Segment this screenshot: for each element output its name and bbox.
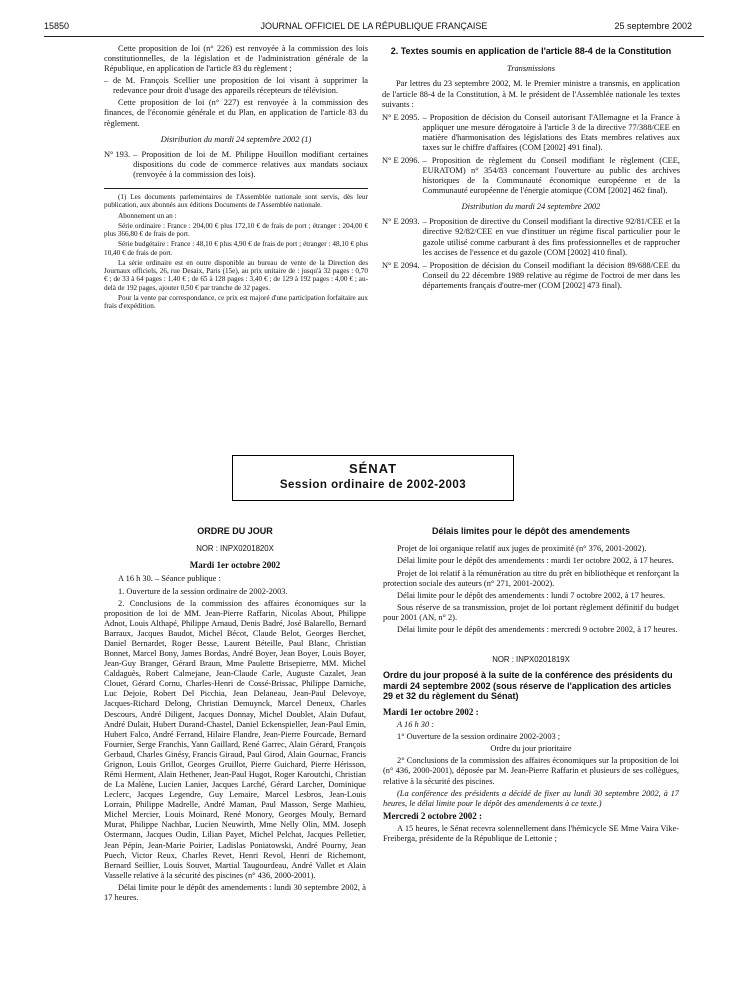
note: (La conférence des présidents a décidé de fixer au lundi 30 septembre 2002, à 17 heures, le délai limite pour le dépôt des amendements à ce texte.) — [383, 788, 679, 808]
issue-date: 25 septembre 2002 — [614, 21, 692, 31]
agenda-point: 1° Ouverture de la session ordinaire 2002-2003 ; — [397, 732, 561, 742]
agenda-point: 2° Conclusions de la commission des affaires économiques sur la proposition de loi (n° 436, 2000-2001), déposée par M. Jean-Pierre Raffarin et plusieurs de ses collègues, relative à la sécurité des piscines. — [383, 756, 679, 786]
dash-marker: – — [104, 76, 109, 86]
amendment-deadline: Délai limite pour le dépôt des amendements : lundi 7 octobre 2002, à 17 heures. — [397, 590, 665, 600]
transmissions-heading: Transmissions — [507, 64, 555, 74]
footnote-text: Série ordinaire : France : 204,00 € plus 172,10 € de frais de port ; étranger : 204,00 € plus 366,80 € de frais de port. — [104, 221, 368, 239]
journal-title: JOURNAL OFFICIEL DE LA RÉPUBLIQUE FRANÇAISE — [260, 21, 488, 31]
dash-item — [104, 76, 368, 96]
footnote-text: Pour la vente par correspondance, ce prix est majoré d'une participation forfaitaire aux frais d'expédition. — [104, 294, 368, 311]
paragraph: Cette proposition de loi (n° 227) est renvoyée à la commission des finances, de l'économie générale et du Plan, en application de l'article 83 du règlement. — [104, 98, 368, 128]
item-number: N° E 2095. — [382, 112, 420, 122]
section-title: Délais limites pour le dépôt des amendements — [431, 526, 631, 536]
session-title: Session ordinaire de 2002-2003 — [279, 478, 467, 491]
footnote-text: La série ordinaire est en outre disponible au bureau de vente de la Direction des Journaux officiels, 26, rue Desaix, Paris (15e), au prix unitaire de : jusqu'à 32 pages : 0,70 € ; de 33 à 64 pages : 1,40 € ; de 65 à 128 pages : 3,40 € ; de 129 à 192 pages : 4,00 € ; au-delà de 192 pages, ajouter 0,50 € par tranche de 32 pages. — [104, 258, 368, 292]
item-number: N° 193. — [104, 149, 131, 159]
dash-text: de M. François Scellier une proposition de loi visant à supprimer la redevance pour droit d'usage des appareils récepteurs de télévision. — [113, 76, 368, 96]
footnote-rule — [104, 188, 368, 189]
footnote-text: (1) Les documents parlementaires de l'Assemblée nationale sont servis, dès leur publication, aux abonnés aux éditions Documents de l'Assemblée nationale. — [104, 192, 368, 210]
agenda-point: 2. Conclusions de la commission des affaires économiques sur la proposition de loi de MM. Jean-Pierre Raffarin, Nicolas About, Philippe Adnot, Louis Althapé, Philippe Arnaud, Denis Badré, José Balarello, Bernard Barraux, Jacques Baudot, Michel Bécot, Claude Belot, Georges Berchet, Daniel Bernardet, Roger Besse, Laurent Béteille, Paul Blanc, Christian Bonnet, Marcel Bony, James Bordas, André Boyer, Jean Boyer, Louis Boyer, Jean-Guy Branger, Gérard Braun, Mme Paulette Brisepierre, MM. Michel Caldaguès, Robert Calmejane, Jean-Claude Carle, Auguste Cazalet, Jean Clouet, Gérard Cornu, Charles-Henri de Cossé-Brissac, Philippe Darniche, Luc Dejoie, Robert Del Picchia, Jean Delaneau, Jean-Paul Delevoye, Jacques-Richard Delong, Christian Demuynck, Marcel Deneux, Charles Descours, André Diligent, Jacques Donnay, Michel Doublet, Alain Dufaut, André Dulait, Hubert Durand-Chastel, Daniel Eckenspieller, Jean-Paul Emin, Hubert Falco, André Ferrand, Hilaire Flandre, Jean-Pierre Fourcade, Bernard Fournier, Serge Franchis, Yann Gaillard, René Garrec, Alain Gérard, François Gerbaud, Charles Ginésy, Francis Giraud, Paul Girod, Alain Gournac, Francis Grignon, Louis Grillot, Georges Gruillot, Pierre Guichard, Pierre Hérisson, Rémi Herment, Alain Hethener, Jean-Paul Hugot, Roger Karoutchi, Christian de La Malène, Lucien Lanier, Jacques Larché, Gérard Larcher, Dominique Leclerc, Jacques Legendre, Guy Lemaire, Marcel Lesbros, Jean-Louis Lorrain, Philippe Madrelle, André Maman, Paul Masson, Serge Mathieu, Michel Mercier, Louis Moinard, René Monory, Georges Mouly, Bernard Murat, Philippe Nachbar, Lucien Neuwirth, Mme Nelly Olin, MM. Joseph Ostermann, Jacques Oudin, Lilian Payet, Michel Pelchat, Jacques Pelletier, Jean Pépin, Jean-Marie Poirier, Ladislas Poniatowski, André Pourny, Jean Puech, Victor Reux, Charles Revet, Henri Revol, Henri de Richemont, Bernard Seillier, Louis Souvet, Martial Taugourdeau, André Vallet et Alain Vasselle relative à la sécurité des piscines (n° 436, 2000-2001). — [104, 598, 366, 880]
amendment-deadline: Délai limite pour le dépôt des amendements : mardi 1er octobre 2002, à 17 heures. — [397, 556, 674, 566]
page-number: 15850 — [44, 21, 70, 31]
item-number: N° E 2094. — [382, 260, 420, 270]
page-header — [0, 18, 748, 32]
document-item — [382, 217, 680, 257]
senat-title: SÉNAT — [348, 461, 398, 476]
amendment-deadline: Délai limite pour le dépôt des amendements : lundi 30 septembre 2002, à 17 heures. — [104, 882, 366, 902]
item-text: – Proposition de décision du Conseil autorisant l'Allemagne et la France à appliquer une mesure dérogatoire à l'article 3 de la directive 77/388/CEE en matière d'harmonisation des législations des Etats membres relatives aux taxes sur le chiffre d'affaires (COM [2002] 491 final). — [422, 112, 680, 152]
senat-heading-box — [232, 455, 514, 501]
intro-paragraph: Par lettres du 23 septembre 2002, M. le Premier ministre a transmis, en application de l'article 88-4 de la Constitution, à M. le président de l'Assemblée nationale les textes suivants : — [382, 79, 680, 109]
paragraph: Projet de loi organique relatif aux juges de proximité (n° 376, 2001-2002). — [397, 544, 647, 554]
distribution-heading: Distribution du mardi 24 septembre 2002 (1) — [160, 134, 312, 144]
document-item — [382, 261, 680, 291]
footnote-text: Série budgétaire : France : 48,10 € plus 4,90 € de frais de port ; étranger : 48,10 € plus 10,40 € de frais de port. — [104, 240, 368, 257]
bottom-right-column — [383, 526, 679, 846]
section-title: Ordre du jour proposé à la suite de la conférence des présidents du mardi 24 septembre 2002 (sous réserve de l'application des articles 29 et 32 du règlement du Sénat) — [383, 670, 673, 701]
header-rule — [44, 36, 704, 37]
footnote-text: Abonnement un an : — [118, 211, 177, 220]
section-title: ORDRE DU JOUR — [197, 526, 273, 536]
item-text: – Proposition de décision du Conseil modifiant la décision 89/688/CEE du Conseil du 22 décembre 1989 relative au régime de l'octroi de mer dans les départements français d'outre-mer (COM [2002] 473 final). — [422, 260, 680, 290]
distribution-heading: Distribution du mardi 24 septembre 2002 — [461, 202, 601, 212]
priority-heading: Ordre du jour prioritaire — [490, 744, 572, 754]
session-date: Mercredi 2 octobre 2002 : — [383, 810, 482, 821]
bottom-left-column — [104, 526, 366, 905]
nor-reference: NOR : INPX0201819X — [492, 654, 570, 664]
document-item — [382, 113, 680, 153]
paragraph: Projet de loi relatif à la rémunération au titre du prêt en bibliothèque et renforçant la protection sociale des auteurs (n° 271, 2001-2002). — [383, 568, 679, 588]
footnote — [104, 193, 368, 311]
time-line: A 16 h 30 : — [397, 720, 435, 730]
item-number: N° E 2093. — [382, 217, 420, 227]
document-item — [104, 150, 368, 180]
top-left-column — [104, 44, 368, 313]
item-text: – Proposition de directive du Conseil modifiant la directive 92/81/CEE et la directive 92/82/CEE en vue d'instituer un régime fiscal particulier pour le gazole utilisé comme carburant à des fins professionnelles et de rapprocher les accises de l'essence et du gazole (COM [2002] 410 final). — [422, 217, 680, 257]
item-number: N° E 2096. — [382, 155, 420, 165]
agenda-point: 1. Ouverture de la session ordinaire de 2002-2003. — [118, 586, 288, 596]
nor-reference: NOR : INPX0201820X — [196, 544, 274, 554]
top-right-column — [382, 44, 680, 294]
session-date: Mardi 1er octobre 2002 : — [383, 707, 479, 718]
session-date: Mardi 1er octobre 2002 — [189, 559, 281, 570]
paragraph: Sous réserve de sa transmission, projet de loi portant règlement définitif du budget pour 2001 (AN, n° 2). — [383, 602, 679, 622]
item-text: – Proposition de loi de M. Philippe Houillon modifiant certaines dispositions du code de commerce relatives aux mandats sociaux (renvoyée à la commission des lois). — [133, 149, 368, 179]
section-title: 2. Textes soumis en application de l'article 88-4 de la Constitution — [390, 46, 672, 56]
document-item — [382, 156, 680, 196]
item-text: – Proposition de règlement du Conseil modifiant le règlement (CEE, EURATOM) n° 354/83 concernant l'ouverture au public des archives historiques de la Communauté économique européenne et de la Communauté européenne de l'énergie atomique (COM [2002] 462 final). — [422, 155, 680, 196]
paragraph: A 15 heures, le Sénat recevra solennellement dans l'hémicycle SE Mme Vaira Vike-Freiberga, présidente de la République de Lettonie ; — [383, 823, 679, 843]
paragraph: Cette proposition de loi (n° 226) est renvoyée à la commission des lois constitutionnelles, de la législation et de l'administration générale de la République, en application de l'article 83 du règlement ; — [104, 44, 368, 74]
amendment-deadline: Délai limite pour le dépôt des amendements : mercredi 9 octobre 2002, à 17 heures. — [397, 624, 678, 634]
seance-line: A 16 h 30. – Séance publique : — [118, 574, 221, 584]
